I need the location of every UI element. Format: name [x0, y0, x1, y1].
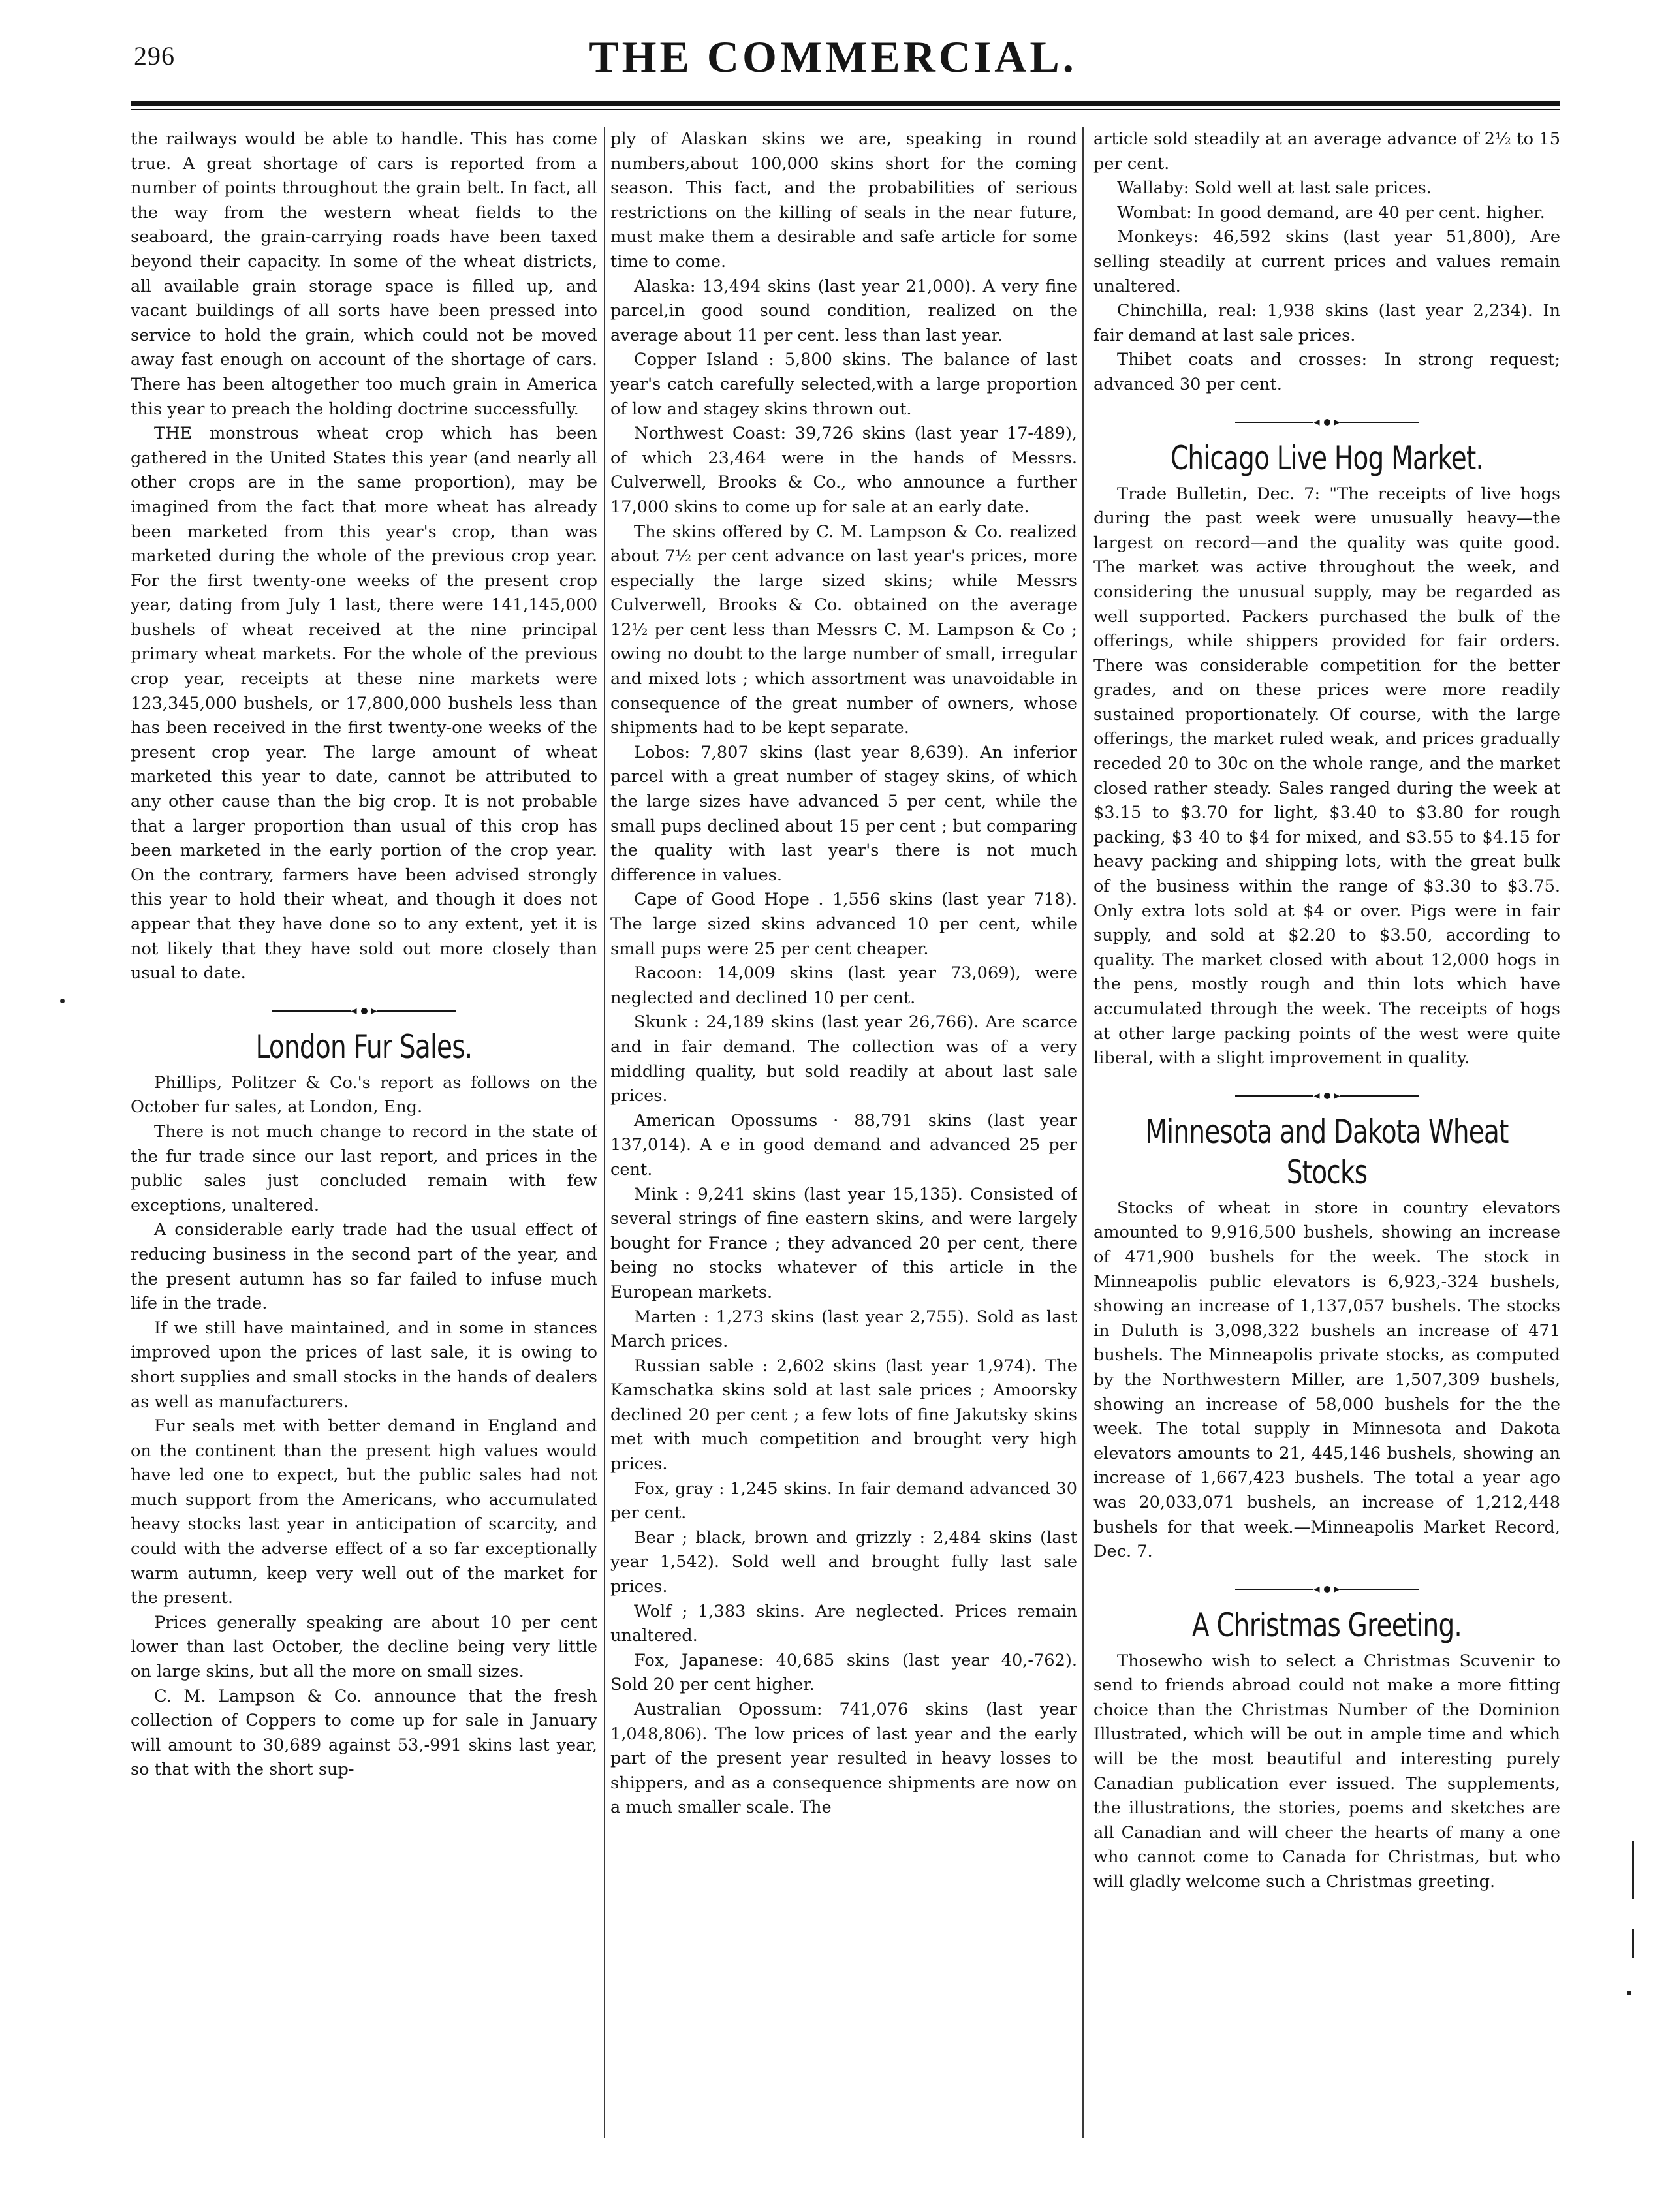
column-divider-right [1082, 127, 1084, 2138]
section-heading: London Fur Sales. [255, 1027, 473, 1066]
masthead: THE COMMERCIAL. [589, 32, 1077, 82]
article-paragraph: The skins offered by C. M. Lampson & Co. realized about 7½ per cent advance on last year's prices, more especially the large sized skins; while Messrs Culverwell, Brooks & Co. obtained on the average 12½ per cent less than Messrs C. M. Lampson & Co ; owing no doubt to the large number of small, irregular and mixed lots ; which assortment was unavoidable in consequence of the great number of owners, whose shipments had to be kept separate. [610, 522, 1077, 738]
article-paragraph: If we still have maintained, and in some in stances improved upon the prices of last sale, it is owing to short supplies and small stocks in the hands of dealers as well as manufacturers. [131, 1318, 597, 1412]
header-rule-thick [131, 101, 1560, 106]
article-paragraph: Skunk : 24,189 skins (last year 26,766). Are scarce and in fair demand. The collection was of a very middling quality, but sold readily at about last sale prices. [610, 1012, 1077, 1106]
margin-dot [1627, 1991, 1631, 1995]
margin-dot [60, 999, 65, 1003]
column-1 [131, 127, 597, 2144]
article-paragraph: Russian sable : 2,602 skins (last year 1,974). The Kamschatka skins sold at last sale prices ; Amoorsky declined 20 per cent ; a few lots of fine Jakutsky skins met with much competition and brought very high prices. [610, 1356, 1077, 1474]
article-paragraph: Thibet coats and crosses: In strong request; advanced 30 per cent. [1093, 350, 1560, 394]
article-paragraph: Fur seals met with better demand in England and on the continent than the present high values would have led one to expect, but the public sales had not much support from the Americans, who accumulated heavy stocks last year in anticipation of scarcity, and could with the adverse effect of a so far exceptionally warm autumn, keep very well out of the market for the present. [131, 1416, 597, 1608]
article-paragraph: Cape of Good Hope . 1,556 skins (last year 718). The large sized skins advanced 10 per cent, while small pups were 25 per cent cheaper. [610, 890, 1077, 959]
article-paragraph: Stocks of wheat in store in country elevators amounted to 9,916,500 bushels, showing an increase of 471,900 bushels for the week. The stock in Minneapolis public elevators is 6,923,-324 bushels, showing an increase of 1,137,057 bushels. The stocks in Duluth is 3,098,322 bushels an increase of 471 bushels. The Minneapolis private stocks, as computed by the Northwestern Miller, are 1,507,309 bushels, showing an increase of 58,000 bushels for the the week. The total supply in Minnesota and Dakota elevators amounts to 21, 445,146 bushels, showing an increase of 1,667,423 bushels. The total a year ago was 20,033,071 bushels, an increase of 1,212,448 bushels for that week.—Minneapolis Market Record, Dec. 7. [1093, 1198, 1560, 1562]
article-paragraph: Lobos: 7,807 skins (last year 8,639). An inferior parcel with a great number of stagey skins, of which the large sizes have advanced 5 per cent, while the small pups declined about 15 per cent ; but comparing the quality with last year's there is not much difference in values. [610, 742, 1077, 885]
article-paragraph: Bear ; black, brown and grizzly : 2,484 skins (last year 1,542). Sold well and brought fully last sale prices. [610, 1527, 1077, 1597]
article-paragraph: THE monstrous wheat crop which has been gathered in the United States this year (and nearly all other crops are in the same proportion), may be imagined from the fact that more wheat has already been marketed from this year's crop, than was marketed during the whole of the previous crop year. For the first twenty-one weeks of the present crop year, dating from July 1 last, there were 141,145,000 bushels of wheat received at the nine principal primary wheat markets. For the whole of the previous crop year, receipts at these nine markets were 123,345,000 bushels, or 17,800,000 bushels less than has been received in the first twenty-one weeks of the present crop year. The large amount of wheat marketed this year to date, cannot be attributed to any other cause than the big crop. It is not probable that a larger proportion than usual of this crop has been marketed in the early portion of the crop year. On the contrary, farmers have been advised strongly this year to hold their wheat, and though it does not appear that they have done so to any extent, yet it is not likely that they have sold out more closely than usual to date. [131, 424, 597, 984]
article-paragraph: Fox, Japanese: 40,685 skins (last year 40,-762). Sold 20 per cent higher. [610, 1650, 1077, 1695]
margin-mark [1632, 1929, 1634, 1958]
article-paragraph: Alaska: 13,494 skins (last year 21,000). A very fine parcel,in good sound condition, realized on the average about 11 per cent. less than last year. [610, 276, 1077, 345]
header-rule-thin [131, 109, 1560, 110]
article-paragraph: Wallaby: Sold well at last sale prices. [1117, 178, 1432, 198]
section-heading: Chicago Live Hog Market. [1170, 439, 1484, 477]
margin-mark [1632, 1841, 1634, 1899]
column-divider-left [604, 127, 605, 2138]
article-paragraph: Wombat: In good demand, are 40 per cent. higher. [1117, 202, 1545, 223]
article-paragraph: Australian Opossum: 741,076 skins (last year 1,048,806). The low prices of last year and the early part of the present year resulted in heavy losses to shippers, and as a consequence shipments are now on a much smaller scale. The [610, 1700, 1077, 1818]
article-paragraph: Chinchilla, real: 1,938 skins (last year 2,234). In fair demand at last sale prices. [1093, 301, 1560, 345]
article-paragraph: article sold steadily at an average advance of 2½ to 15 per cent. [1093, 129, 1560, 174]
article-paragraph: Phillips, Politzer & Co.'s report as follows on the October fur sales, at London, Eng. [131, 1072, 597, 1117]
article-paragraph: There is not much change to record in the state of the fur trade since our last report, and prices in the public sales just concluded remain with few exceptions, unaltered. [131, 1121, 597, 1215]
article-paragraph: Northwest Coast: 39,726 skins (last year 17-489), of which 23,464 were in the hands of Messrs. Culverwell, Brooks & Co., who announce a further 17,000 skins to come up for sale at an early date. [610, 424, 1077, 517]
section-heading: Minnesota and Dakota Wheat Stocks [1145, 1112, 1509, 1191]
article-paragraph: Wolf ; 1,383 skins. Are neglected. Prices remain unaltered. [610, 1601, 1077, 1646]
column-2 [610, 127, 1077, 2144]
article-paragraph: Trade Bulletin, Dec. 7: "The receipts of live hogs during the past week were unusually heavy—the largest on record—and the quality was quite good. The market was active throughout the week, and considering the unusual supply, may be regarded as well supported. Packers purchased the bulk of the offerings, while shippers provided for fair orders. There was considerable competition for the better grades, and on these prices were more readily sustained proportionately. Of course, with the large offerings, the market ruled weak, and prices gradually receded 20 to 30c on the whole range, and the market closed rather steady. Sales ranged during the week at $3.15 to $3.70 for light, $3.40 to $3.80 for rough packing, $3 40 to $4 for mixed, and $3.55 to $4.15 for heavy packing and shipping lots, with the great bulk of the business within the range of $3.30 to $3.75. Only extra lots sold at $4 or over. Pigs were in fair supply, and sold at $2.20 to $3.50, according to quality. The market closed with about 12,000 hogs in the pens, mostly rough and thin lots which have accumulated through the week. The receipts of hogs at other large packing points of the west were quite liberal, with a slight improvement in quality. [1093, 484, 1560, 1068]
article-paragraph: Prices generally speaking are about 10 per cent lower than last October, the decline being very little on large skins, but all the more on small sizes. [131, 1612, 597, 1682]
article-paragraph: Mink : 9,241 skins (last year 15,135). Consisted of several strings of fine eastern skins, and were largely bought for France ; they advanced 20 per cent, there being no stocks whatever of this article in the European markets. [610, 1184, 1077, 1302]
article-paragraph: Racoon: 14,009 skins (last year 73,069), were neglected and declined 10 per cent. [610, 963, 1077, 1008]
section-ornament: ◂ ▸ [1093, 1576, 1560, 1602]
section-ornament: ◂ ▸ [131, 998, 597, 1024]
article-paragraph: ply of Alaskan skins we are, speaking in round numbers,about 100,000 skins short for the coming season. This fact, and the probabilities of serious restrictions on the killing of seals in the near future, must make them a desirable and safe article for some time to come. [610, 129, 1077, 272]
section-ornament: ◂ ▸ [1093, 1083, 1560, 1109]
article-paragraph: Thosewho wish to select a Christmas Scuvenir to send to friends abroad could not make a more fitting choice than the Christmas Number of the Dominion Illustrated, which will be out in ample time and which will be the most beautiful and interesting purely Canadian publication ever issued. The supplements, the illustrations, the stories, poems and sketches are all Canadian and will cheer the hearts of many a one who cannot come to Canada for Christmas, but who will gladly welcome such a Christmas greeting. [1093, 1651, 1560, 1892]
column-3 [1093, 127, 1560, 2144]
article-paragraph: the railways would be able to handle. This has come true. A great shortage of cars is reported from a number of points throughout the grain belt. In fact, all the way from the western wheat fields to the seaboard, the grain-carrying roads have been taxed beyond their capacity. In some of the wheat districts, all available grain storage space is filled up, and vacant buildings of all sorts have been pressed into service to hold the grain, which could not be moved away fast enough on account of the shortage of cars. There has been altogether too much grain in America this year to preach the holding doctrine successfully. [131, 129, 597, 419]
article-paragraph: Copper Island : 5,800 skins. The balance of last year's catch carefully selected,with a large proportion of low and stagey skins thrown out. [610, 350, 1077, 419]
section-ornament: ◂ ▸ [1093, 409, 1560, 435]
article-paragraph: American Opossums · 88,791 skins (last year 137,014). A e in good demand and advanced 25 per cent. [610, 1110, 1077, 1179]
article-paragraph: Fox, gray : 1,245 skins. In fair demand advanced 30 per cent. [610, 1478, 1077, 1523]
article-paragraph: A considerable early trade had the usual effect of reducing business in the second part of the year, and the present autumn has so far failed to infuse much life in the trade. [131, 1220, 597, 1314]
article-paragraph: Monkeys: 46,592 skins (last year 51,800), Are selling steadily at current prices and values remain unaltered. [1093, 227, 1560, 296]
article-paragraph: Marten : 1,273 skins (last year 2,755). Sold as last March prices. [610, 1307, 1077, 1352]
page-number: 296 [134, 41, 175, 70]
article-paragraph: C. M. Lampson & Co. announce that the fresh collection of Coppers to come up for sale in January will amount to 30,689 against 53,-991 skins last year, so that with the short sup- [131, 1686, 597, 1780]
section-heading: A Christmas Greeting. [1191, 1606, 1462, 1644]
